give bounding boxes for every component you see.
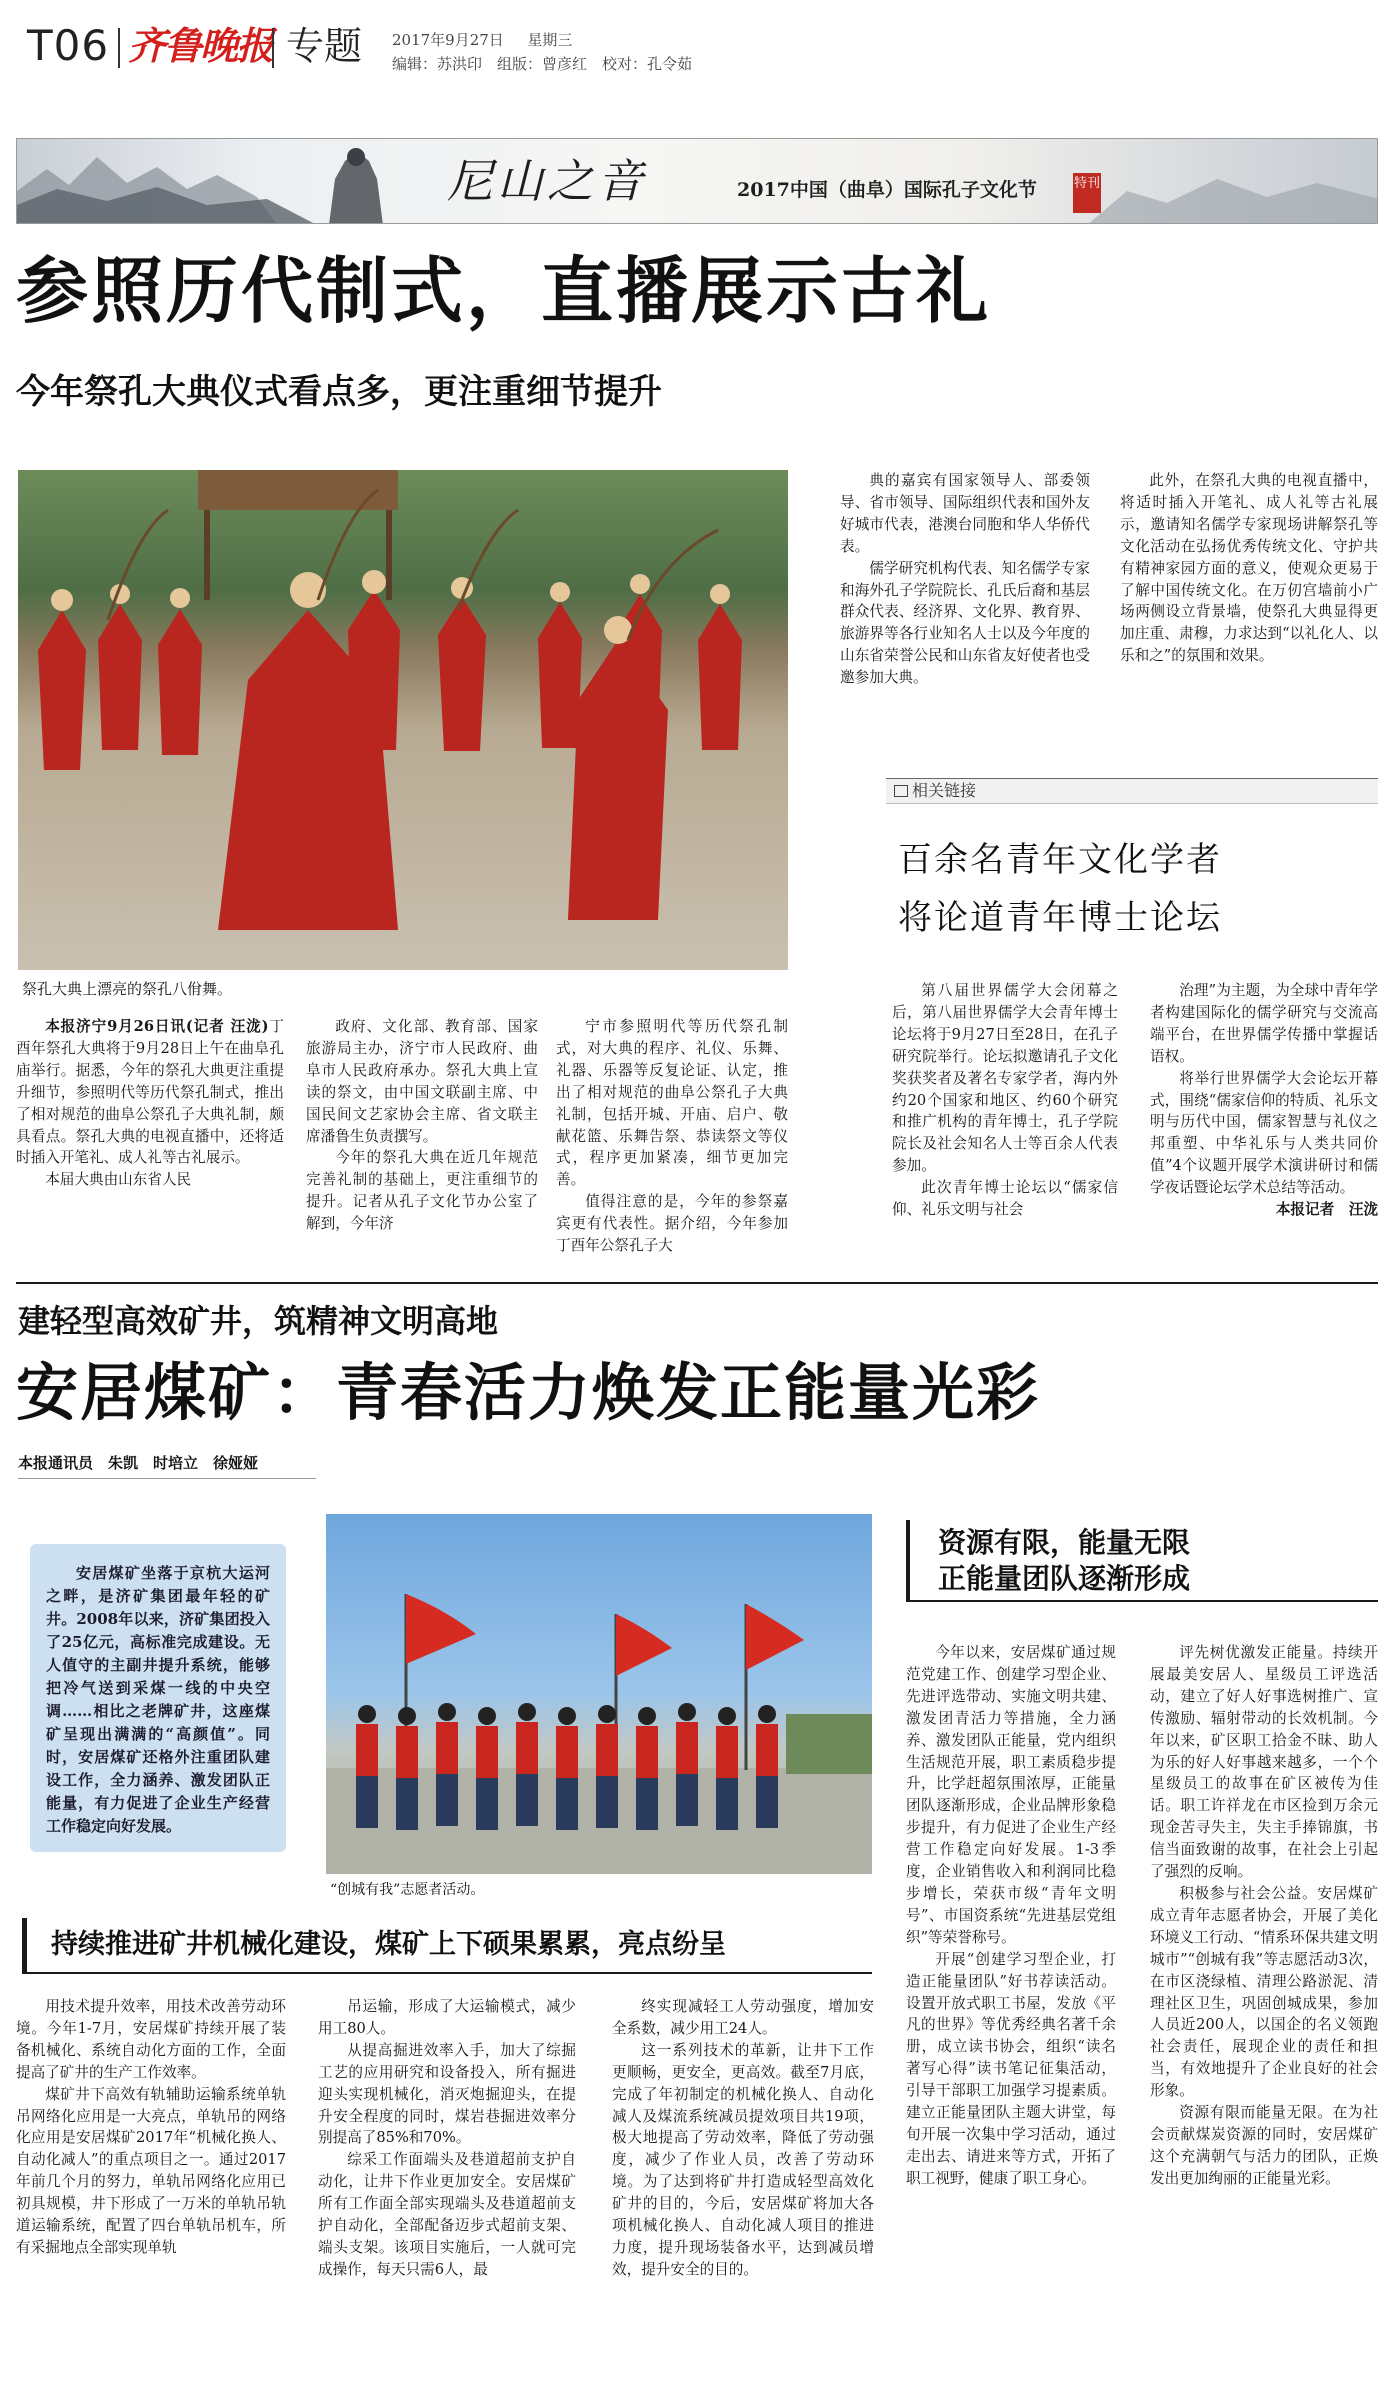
- section-divider: [16, 1282, 1378, 1284]
- volunteers-illustration: [326, 1514, 872, 1874]
- paragraph: 吊运输，形成了大运输模式，减少用工80人。: [318, 1998, 576, 2037]
- story2-colB: [318, 1996, 576, 2281]
- photo1-caption: 祭孔大典上漂亮的祭孔八佾舞。: [22, 980, 233, 998]
- story1-col1: [16, 1016, 284, 1191]
- paragraph: 政府、文化部、教育部、国家旅游局主办，济宁市人民政府、曲阜市人民政府承办。祭孔大典上宣读的祭文，由中国文联副主席、中国民间文艺家协会主席、省文联主席潘鲁生负责撰写。: [306, 1018, 538, 1145]
- paragraph: 煤矿井下高效有轨辅助运输系统单轨吊网络化应用是一大亮点，单轨吊的网络化应用是安居煤矿2017年“机械化换人、自动化减人”的重点项目之一。通过2017年前几个月的努力，单轨吊网络化应用已初具规模，井下形成了一万米的单轨吊轨道运输系统，配置了四台单轨吊机车，所有采掘地点全部实现单轨: [16, 2085, 286, 2256]
- story1-col3: [556, 1016, 788, 1257]
- banner-seal: 特刊: [1073, 173, 1101, 213]
- related-col1: [892, 980, 1118, 1221]
- masthead-divider: [118, 28, 120, 68]
- story1-headline: 参照历代制式，直播展示古礼: [16, 249, 992, 333]
- photo2-caption: “创城有我”志愿者活动。: [330, 1882, 485, 1898]
- story1-col5: [1120, 470, 1378, 667]
- story1-subhead: 今年祭孔大典仪式看点多，更注重细节提升: [16, 372, 662, 412]
- story2-kicker: 建轻型高效矿井，筑精神文明高地: [18, 1302, 499, 1340]
- paragraph: 将举行世界儒学大会论坛开幕式，围绕“儒家信仰的特质、礼乐文明与历代中国，儒家智慧与礼仪之邦重塑、中华礼乐与人类共同价值”4个议题开展学术演讲研讨和儒学夜话暨论坛学术总结等活动。: [1150, 1069, 1378, 1197]
- story1-col1-p2: 本届大典由山东省人民: [45, 1171, 192, 1189]
- staff-credits: 编辑：苏洪印 组版：曾彦红 校对：孔令茹: [392, 55, 693, 73]
- story1-col4: [840, 470, 1090, 689]
- paragraph: 评先树优激发正能量。持续开展最美安居人、星级员工评选活动，建立了好人好事选树推广、宣传激励、辐射带动的长效机制。今年以来，矿区职工拾金不昧、助人为乐的好人好事越来越多，一个个星级员工的故事在矿区被传为佳话。职工许祥龙在市区捡到万余元现金苦寻失主，失主手捧锦旗，书信当面致谢的故事，在社会上引起了强烈的反响。: [1150, 1644, 1378, 1881]
- paragraph: 今年的祭孔大典在近几年规范完善礼制的基础上，更注重细节的提升。记者从孔子文化节办公室了解到，今年济: [306, 1149, 538, 1233]
- paragraph: 这一系列技术的革新，让井下工作更顺畅，更安全，更高效。截至7月底，完成了年初制定的机械化换人、自动化减人及煤流系统减员提效项目共19项，极大地提高了劳动效率，降低了劳动强度，减少了作业人员，改善了劳动环境。为了达到将矿井打造成轻型高效化矿井的目的，今后，安居煤矿将加大各项机械化换人、自动化减人项目的推进力度，提升现场装备水平，达到减员增效，提升安全的目的。: [612, 2041, 874, 2278]
- box-title-line1: 资源有限，能量无限: [938, 1526, 1191, 1559]
- paragraph: 从提高掘进效率入手，加大了综掘工艺的应用研究和设备投入，所有掘进迎头实现机械化，消灭炮掘迎头，在提升安全程度的同时，煤岩巷掘进效率分别提高了85%和70%。: [318, 2041, 576, 2147]
- festival-banner: [16, 138, 1378, 224]
- mountain-scene: [17, 139, 1378, 224]
- paper-logo: 齐鲁晚报: [128, 23, 273, 68]
- related-title-line1: 百余名青年文化学者: [898, 840, 1222, 880]
- related-links-box: [886, 778, 1378, 804]
- paragraph: 积极参与社会公益。安居煤矿成立青年志愿者协会，开展了美化环境义工行动、“情系环保共建文明城市”“创城有我”等志愿活动3次，在市区浇绿植、清理公路淤泥、清理社区卫生，巩固创城成果，参加人员近200人，以国企的名义领跑社会责任，展现企业的责任和担当，有效地提升了企业良好的社会形象。: [1150, 1884, 1378, 2100]
- masthead: [0, 0, 1395, 112]
- related-byline: 本报记者 汪泷: [1275, 1201, 1378, 1219]
- paragraph: 今年以来，安居煤矿通过规范党建工作、创建学习型企业、先进评选带动、实施文明共建、激发团青活力等措施，全力涵养、激发团队正能量，党内组织生活规范开展，职工素质稳步提升，比学赶超氛围浓厚，正能量团队逐渐形成，企业品牌形象稳步提升，有力促进了企业生产经营工作稳定向好发展。1-3季度，企业销售收入和利润同比稳步增长，荣获市级“青年文明号”、市国资系统“先进基层党组织”等荣誉称号。: [906, 1644, 1116, 1946]
- story2-colC: [612, 1996, 874, 2281]
- paragraph: 值得注意的是，今年的参祭嘉宾更有代表性。据介绍，今年参加丁酉年公祭孔子大: [556, 1193, 788, 1255]
- paragraph: 用技术提升效率，用技术改善劳动环境。今年1-7月，安居煤矿持续开展了装备机械化、系统自动化方面的工作，全面提高了矿井的生产工作效率。: [16, 1998, 286, 2081]
- byline-rule: [18, 1478, 316, 1479]
- section-head-bar: [22, 1918, 872, 1974]
- paragraph: 第八届世界儒学大会闭幕之后，第八届世界儒学大会青年博士论坛将于9月27日至28日，在孔子研究院举行。论坛拟邀请孔子文化奖获奖者及著名专家学者，海内外约20个国家和地区、约60个研究和推广机构的青年博士，孔子学院院长及社会知名人士等百余人代表参加。: [892, 982, 1118, 1175]
- story2-colE: [1150, 1642, 1378, 2190]
- page-number: T06: [27, 21, 110, 70]
- paragraph: 此次青年博士论坛以“儒家信仰、礼乐文明与社会: [892, 1179, 1118, 1219]
- section-name: 专题: [286, 24, 363, 68]
- paragraph: 宁市参照明代等历代祭孔制式，对大典的程序、礼仪、乐舞、礼器、乐器等反复论证、认定，推出了相对规范的曲阜公祭孔子大典礼制，包括开城、开庙、启户、敬献花篮、乐舞告祭、恭读祭文等仪式，程序更加紧凑，细节更加完善。: [556, 1018, 788, 1189]
- section-head: 持续推进矿井机械化建设，煤矿上下硕果累累，亮点纷呈: [51, 1929, 726, 1960]
- paragraph: 此外，在祭孔大典的电视直播中，将适时插入开笔礼、成人礼等古礼展示，邀请知名儒学专家现场讲解祭孔等文化活动在弘扬优秀传统文化、守护共有精神家园方面的意义，使观众更易于了解中国传统文化。在万仞宫墙前小广场两侧设立背景墙，使祭孔大典显得更加庄重、肃穆，力求达到“以礼化人、以乐和之”的氛围和效果。: [1120, 472, 1378, 665]
- paragraph: 资源有限而能量无限。在为社会贡献煤炭资源的同时，安居煤矿这个充满朝气与活力的团队，正焕发出更加绚丽的正能量光彩。: [1150, 2104, 1378, 2187]
- volunteer-photo: [326, 1514, 872, 1874]
- paragraph: 终实现减轻工人劳动强度，增加安全系数，减少用工24人。: [612, 1998, 874, 2037]
- related-label: 相关链接: [912, 781, 977, 800]
- paragraph: 开展“创建学习型企业，打造正能量团队”好书荐读活动。设置开放式职工书屋，发放《平凡的世界》等优秀经典名著千余册，成立读书协会，组织“读名著写心得”读书笔记征集活动，引导干部职工加强学习提素质。建立正能量团队主题大讲堂，每旬开展一次集中学习活动，通过走出去、请进来等方式，开拓了职工视野，健康了职工身心。: [906, 1950, 1116, 2187]
- banner-event-title: 2017中国（曲阜）国际孔子文化节: [737, 179, 1037, 201]
- paragraph: 治理”为主题，为全球中青年学者构建国际化的儒学研究与交流高端平台，在世界儒学传播中掌握话语权。: [1150, 982, 1378, 1065]
- story2-colD: [906, 1642, 1116, 2190]
- story1-col2: [306, 1016, 538, 1235]
- banner-logo: 尼山之音: [447, 154, 647, 208]
- story2-byline: 本报通讯员 朱凯 时培立 徐娅娅: [18, 1454, 259, 1472]
- paragraph: 典的嘉宾有国家领导人、部委领导、省市领导、国际组织代表和国外友好城市代表，港澳台同胞和华人华侨代表。: [840, 472, 1090, 555]
- story2-colA: [16, 1996, 286, 2259]
- related-col2: [1150, 980, 1378, 1221]
- issue-date: [392, 30, 572, 50]
- weekday: 星期三: [527, 31, 573, 49]
- story2-lead-box: 安居煤矿坐落于京杭大运河之畔，是济矿集团最年轻的矿井。2008年以来，济矿集团投入了25亿元，高标准完成建设。无人值守的主副井提升系统，能够把冷气送到采煤一线的中央空调……相比之老牌矿井，这座煤矿呈现出满满的“高颜值”。同时，安居煤矿还格外注重团队建设工作，全力涵养、激发团队正能量，有力促进了企业生产经营工作稳定向好发展。: [30, 1544, 286, 1852]
- box-title-line2: 正能量团队逐渐形成: [938, 1562, 1191, 1595]
- dancers-illustration: [18, 470, 788, 970]
- paragraph: 儒学研究机构代表、知名儒学专家和海外孔子学院院长、孔氏后裔和基层群众代表、经济界、文化界、教育界、旅游界等各行业知名人士以及今年度的山东省荣誉公民和山东省友好使者也受邀参加大典。: [840, 559, 1090, 687]
- related-title-line2: 将论道青年博士论坛: [898, 898, 1222, 938]
- subsection-title-box: [906, 1520, 1378, 1602]
- ceremony-photo: [18, 470, 788, 970]
- related-icon: [894, 785, 908, 797]
- story1-col1-p1: 本报济宁9月26日讯(记者 汪泷)丁酉年祭孔大典将于9月28日上午在曲阜孔庙举行。据悉，今年的祭孔大典更注重提升细节，参照明代等历代祭孔制式，推出了相对规范的曲阜公祭孔子大典礼制，颇具看点。祭孔大典的电视直播中，还将适时插入开笔礼、成人礼等古礼展示。: [16, 1018, 284, 1167]
- masthead-divider: [272, 28, 274, 68]
- story1-dateline: 本报济宁9月26日讯(记者 汪泷): [45, 1018, 269, 1035]
- date: 2017年9月27日: [392, 31, 504, 49]
- paragraph: 综采工作面端头及巷道超前支护自动化，让井下作业更加安全。安居煤矿所有工作面全部实现端头及巷道超前支护自动化，全部配备迈步式超前支架、端头支架。该项目实施后，一人就可完成操作，每天只需6人，最: [318, 2151, 576, 2278]
- story2-headline: 安居煤矿：青春活力焕发正能量光彩: [16, 1356, 1041, 1429]
